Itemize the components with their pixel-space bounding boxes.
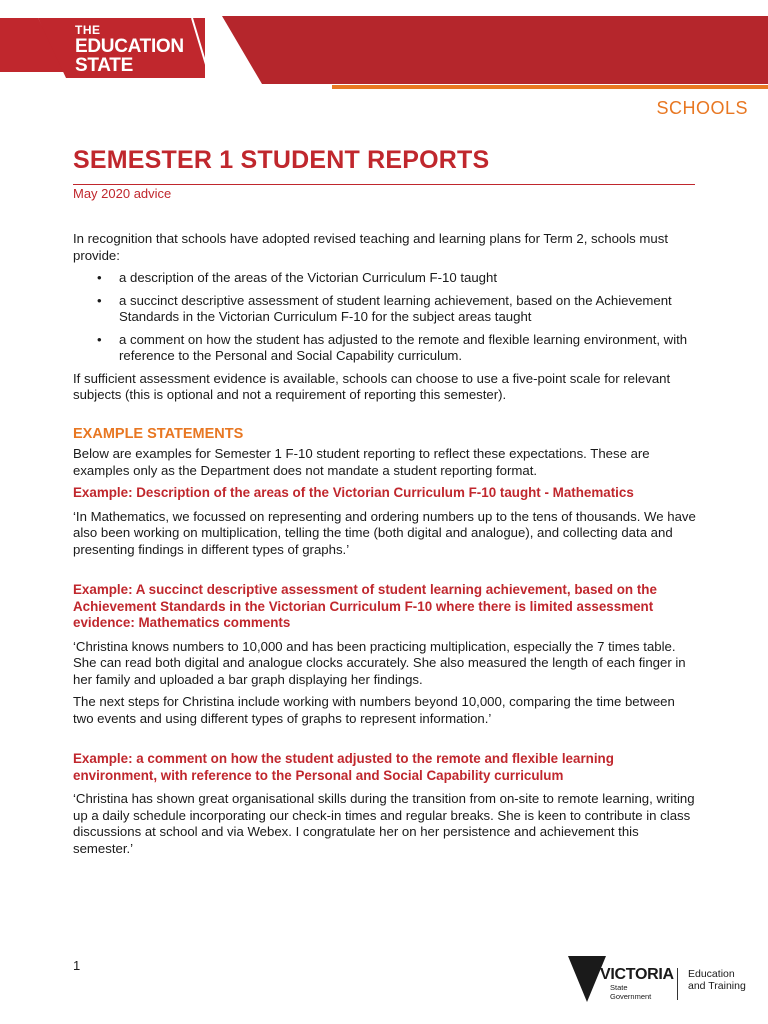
examples-intro-paragraph: Below are examples for Semester 1 F-10 student reporting to reflect these expectations. These are examples only as the Department does not mandate a student reporting format. xyxy=(73,446,650,478)
list-item xyxy=(73,293,698,326)
page-number: 1 xyxy=(73,958,81,973)
list-item-text: a comment on how the student has adjusted to the remote and flexible learning environment, with reference to the Personal and Social Capability curriculum. xyxy=(119,331,688,363)
logo-education: EDUCATION xyxy=(75,36,184,57)
header-orange-stripe xyxy=(332,85,768,89)
department-name xyxy=(688,968,746,992)
page-title: SEMESTER 1 STUDENT REPORTS xyxy=(73,146,490,174)
department-line2: and Training xyxy=(688,980,746,992)
education-state-logo xyxy=(75,24,184,75)
logo-the: THE xyxy=(75,23,101,37)
scale-note-paragraph: If sufficient assessment evidence is available, schools can choose to use a five-point scale for relevant subjects (this is optional and not a requirement of reporting this semester). xyxy=(73,370,671,402)
section-label: SCHOOLS xyxy=(656,98,748,118)
list-item xyxy=(73,332,698,365)
example-1-heading: Example: Description of the areas of the Victorian Curriculum F-10 taught - Mathematics xyxy=(73,485,634,500)
victoria-logo-subtitle xyxy=(610,984,651,1001)
example-2-heading: Example: A succinct descriptive assessment of student learning achievement, based on the Achievement Standards in the Victorian Curriculum F-10 where there is limited assessment evidence: Mathematics comments xyxy=(73,582,657,630)
header-red-right-band xyxy=(222,16,768,84)
header-banner xyxy=(0,0,768,92)
victoria-logo-line1: State xyxy=(610,983,628,992)
list-item xyxy=(73,270,698,287)
footer-logo-divider xyxy=(677,968,678,1000)
bullet-icon: • xyxy=(97,270,102,285)
title-rule xyxy=(73,184,695,185)
example-2-text-continued: The next steps for Christina include working with numbers beyond 10,000, comparing the time between two events and using different types of graphs to represent information.’ xyxy=(73,694,675,726)
subtitle-date: May 2020 advice xyxy=(73,186,172,201)
intro-paragraph: In recognition that schools have adopted revised teaching and learning plans for Term 2, schools must provide: xyxy=(73,231,669,263)
document-body xyxy=(73,231,698,857)
examples-heading: EXAMPLE STATEMENTS xyxy=(73,425,244,442)
list-item-text: a succinct descriptive assessment of student learning achievement, based on the Achievement Standards in the Victorian Curriculum F-10 for the subject areas taught xyxy=(119,292,672,324)
example-3-text: ‘Christina has shown great organisational skills during the transition from on-site to remote learning, writing up a daily schedule incorporating our check-in times and regular breaks. She is keen to contribute in class discussions at school and via Webex. I congratulate her on her persistence and achievement this semester.’ xyxy=(73,791,695,856)
bullet-icon: • xyxy=(97,331,102,347)
example-1-text: ‘In Mathematics, we focussed on representing and ordering numbers up to the tens of thousands. We have also been working on multiplication, telling the time (both digital and analogue), and collecting data and presenting findings in different types of graphs.’ xyxy=(73,508,696,557)
victoria-logo-wordmark: VICTORIA xyxy=(600,966,674,983)
list-item-text: a description of the areas of the Victorian Curriculum F-10 taught xyxy=(119,270,497,285)
example-3-heading: Example: a comment on how the student adjusted to the remote and flexible learning environment, with reference to the Personal and Social Capability curriculum xyxy=(73,751,614,783)
requirements-list xyxy=(73,270,698,365)
bullet-icon: • xyxy=(97,292,102,308)
example-2-text: ‘Christina knows numbers to 10,000 and has been practicing multiplication, especially the 7 times table. She can read both digital and analogue clocks accurately. She also measured the length of each finger in her family and uploaded a bar graph displaying her findings. xyxy=(73,638,686,687)
logo-state: STATE xyxy=(75,55,133,76)
victoria-logo-line2: Government xyxy=(610,991,652,1001)
department-line1: Education xyxy=(688,968,735,980)
